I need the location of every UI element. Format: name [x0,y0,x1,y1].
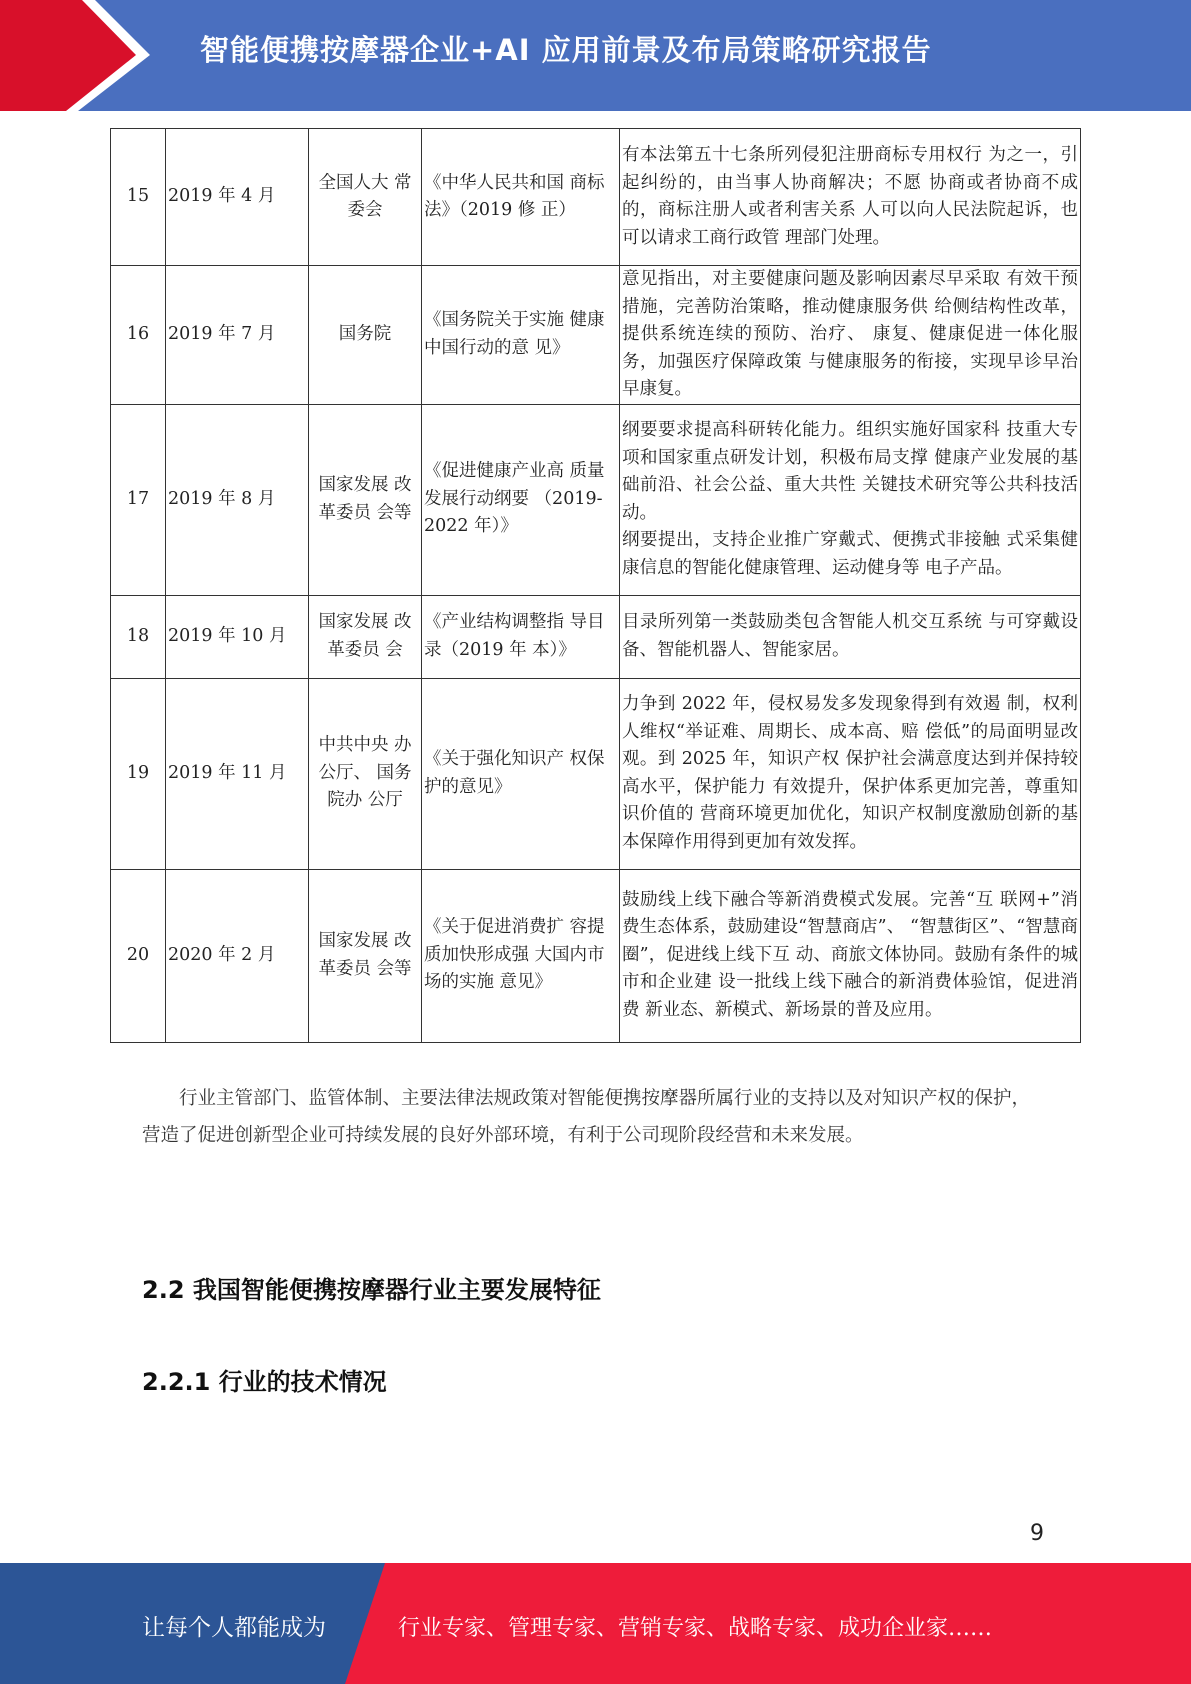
policy-table [110,128,1081,1043]
row-number: 19 [111,678,166,869]
row-description: 目录所列第一类鼓励类包含智能人机交互系统 与可穿戴设备、智能机器人、智能家居。 [620,595,1081,678]
row-description: 鼓励线上线下融合等新消费模式发展。完善“互 联网+”消费生态体系，鼓励建设“智慧商店”、 “智慧街区”、“智慧商圈”，促进线上线下互 动、商旅文体协同。鼓励有条件的城市和企业建 设一批线上线下融合的新消费体验馆，促进消费 新业态、新模式、新场景的普及应用。 [620,869,1081,1042]
page-footer [0,1563,1191,1684]
row-description: 意见指出，对主要健康问题及影响因素尽早采取 有效干预措施，完善防治策略，推动健康服务供 给侧结构性改革，提供系统连续的预防、治疗、 康复、健康促进一体化服务，加强医疗保障政策 与健康服务的衔接，实现早诊早治早康复。 [620,266,1081,405]
description-paragraph: 纲要要求提高科研转化能力。组织实施好国家科 技重大专项和国家重点研发计划，积极布局支撑 健康产业发展的基础前沿、社会公益、重大共性 关键技术研究等公共科技活动。 [622,420,1078,523]
subsection-heading: 2.2.1 行业的技术情况 [142,1368,387,1396]
row-document: 《国务院关于实施 健康中国行动的意 见》 [422,266,620,405]
body-paragraph: 行业主管部门、监管体制、主要法律法规政策对智能便携按摩器所属行业的支持以及对知识产权的保护，营造了促进创新型企业可持续发展的良好外部环境，有利于公司现阶段经营和未来发展。 [142,1088,1031,1146]
row-issuer: 国家发展 改革委员 会等 [309,869,422,1042]
row-issuer: 全国人大 常委会 [309,129,422,266]
table-row [111,678,1081,869]
row-description [620,404,1081,595]
row-number: 16 [111,266,166,405]
table-row [111,129,1081,266]
row-issuer: 国务院 [309,266,422,405]
row-document: 《中华人民共和国 商标法》（2019 修 正） [422,129,620,266]
table-row [111,869,1081,1042]
description-paragraph: 纲要提出，支持企业推广穿戴式、便携式非接触 式采集健康信息的智能化健康管理、运动健身等 电子产品。 [622,530,1078,578]
row-issuer: 中共中央 办公厅、 国务院办 公厅 [309,678,422,869]
table-row [111,404,1081,595]
footer-slogan-left: 让每个人都能成为 [142,1615,326,1641]
row-date: 2019 年 4 月 [166,129,309,266]
row-description: 有本法第五十七条所列侵犯注册商标专用权行 为之一，引起纠纷的，由当事人协商解决；不愿 协商或者协商不成的，商标注册人或者利害关系 人可以向人民法院起诉，也可以请求工商行政管 理部门处理。 [620,129,1081,266]
page-header [0,0,1191,111]
row-number: 20 [111,869,166,1042]
report-title: 智能便携按摩器企业+AI 应用前景及布局策略研究报告 [200,33,932,67]
section-heading: 2.2 我国智能便携按摩器行业主要发展特征 [142,1276,601,1304]
page-number: 9 [1030,1521,1044,1546]
table-row [111,595,1081,678]
row-number: 18 [111,595,166,678]
row-date: 2019 年 11 月 [166,678,309,869]
row-number: 15 [111,129,166,266]
row-date: 2019 年 8 月 [166,404,309,595]
row-date: 2019 年 10 月 [166,595,309,678]
row-document: 《关于强化知识产 权保护的意见》 [422,678,620,869]
row-date: 2019 年 7 月 [166,266,309,405]
row-document: 《关于促进消费扩 容提质加快形成强 大国内市场的实施 意见》 [422,869,620,1042]
row-date: 2020 年 2 月 [166,869,309,1042]
footer-slogan-right: 行业专家、管理专家、营销专家、战略专家、成功企业家…… [398,1616,993,1641]
row-issuer: 国家发展 改革委员 会 [309,595,422,678]
table-row [111,266,1081,405]
row-number: 17 [111,404,166,595]
row-document: 《促进健康产业高 质量发展行动纲要 （2019-2022 年）》 [422,404,620,595]
row-description: 力争到 2022 年，侵权易发多发现象得到有效遏 制，权利人维权“举证难、周期长、成本高、赔 偿低”的局面明显改观。到 2025 年，知识产权 保护社会满意度达到并保持较高水平，保护能力 有效提升，保护体系更加完善，尊重知识价值的 营商环境更加优化，知识产权制度激励创新的基 本保障作用得到更加有效发挥。 [620,678,1081,869]
row-issuer: 国家发展 改革委员 会等 [309,404,422,595]
row-document: 《产业结构调整指 导目录（2019 年 本）》 [422,595,620,678]
